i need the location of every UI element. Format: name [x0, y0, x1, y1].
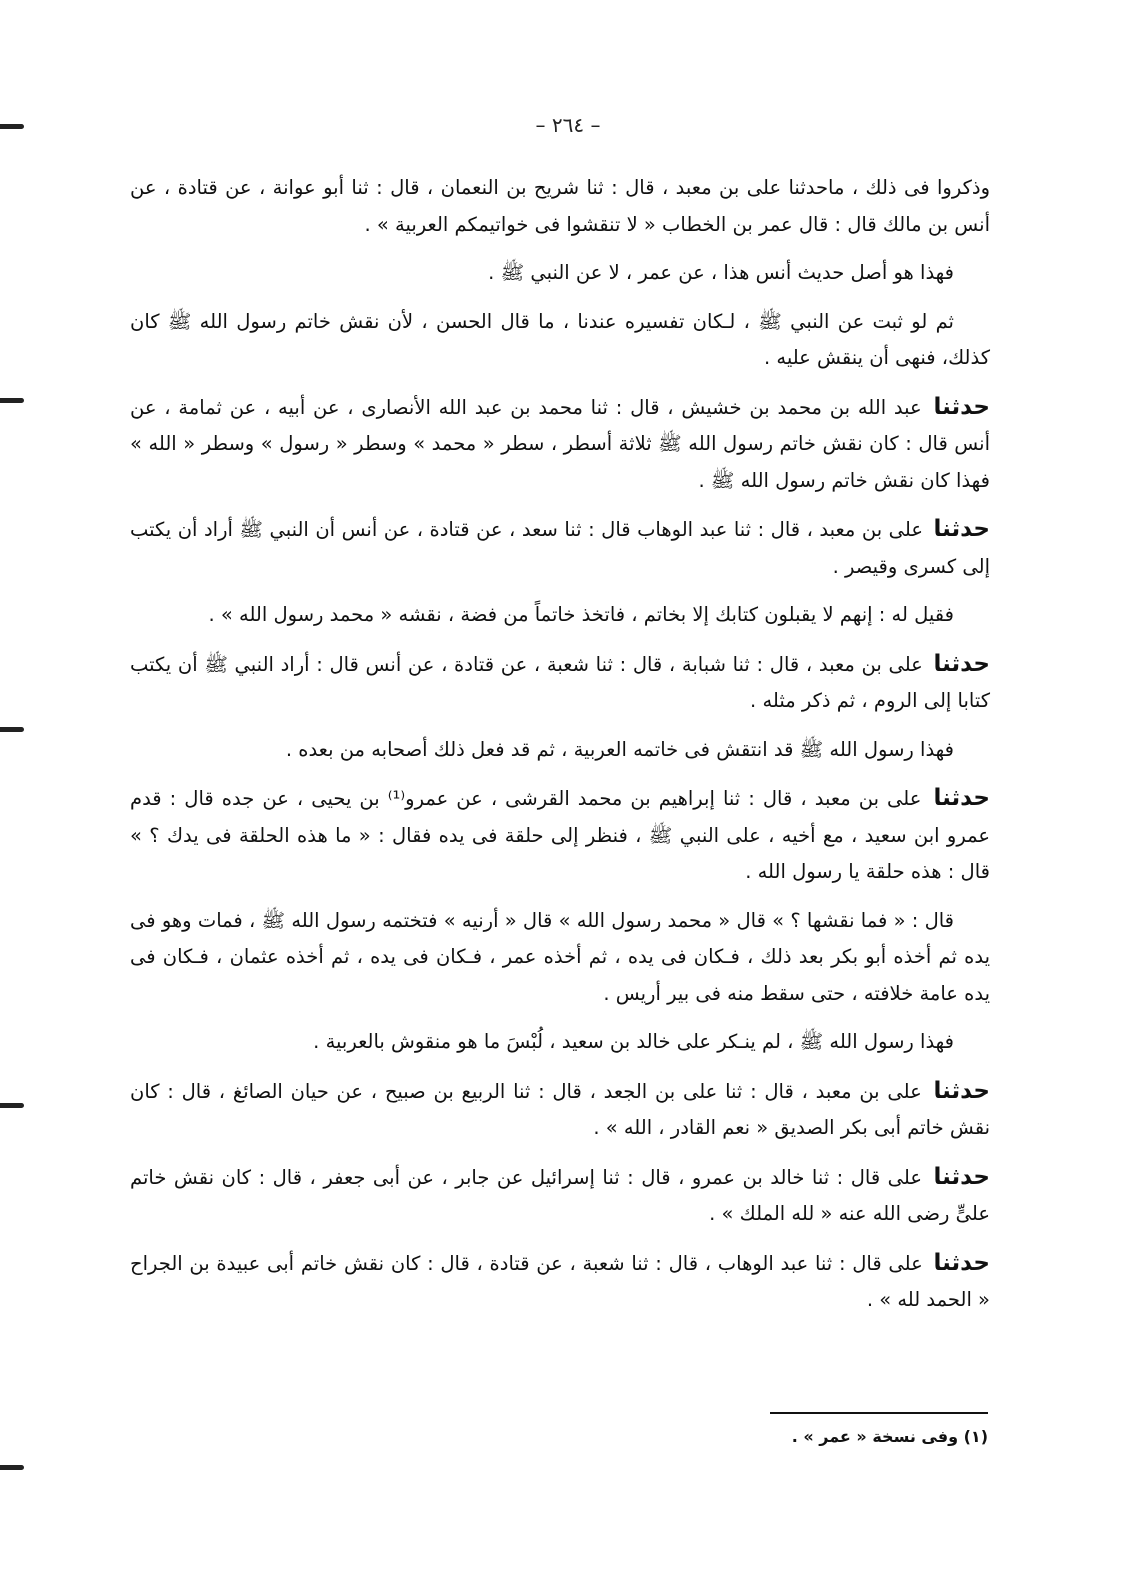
paragraph-text: على قال : ثنا عبد الوهاب ، قال : ثنا شعبة ، عن قتادة ، قال : كان نقش خاتم أبى عبيدة بن الجراح « الحمد لله » . — [130, 1251, 990, 1311]
paragraph — [130, 389, 990, 500]
main-text — [130, 170, 990, 1331]
paragraph-text: فهذا هو أصل حديث أنس هذا ، عن عمر ، لا عن النبي ﷺ . — [488, 261, 954, 284]
paragraph-lead-word: حدثنا — [933, 1077, 990, 1104]
paragraph-lead-word: حدثنا — [933, 1163, 991, 1190]
paragraph — [130, 732, 990, 769]
paragraph-text: فقيل له : إنهم لا يقبلون كتابك إلا بخاتم ، فاتخذ خاتماً من فضة ، نقشه « محمد رسول الله » . — [208, 603, 954, 626]
footnote: (١) وفى نسخة « عمر » . — [791, 1427, 988, 1446]
paragraph — [130, 597, 990, 634]
paragraph-text: على بن معبد ، قال : ثنا إبراهيم بن محمد القرشى ، عن عمرو⁽¹⁾ بن يحيى ، عن جده قال : قدم عمرو ابن سعيد ، مع أخيه ، على النبي ﷺ ، فنظر إلى حلقة فى يده فقال : « ما هذه الحلقة فى يدك ؟ » قال : هذه حلقة يا رسول الله . — [130, 787, 990, 883]
paragraph — [130, 304, 990, 377]
paragraph — [130, 255, 990, 292]
paragraph-lead-word: حدثنا — [933, 650, 991, 677]
paragraph — [130, 170, 990, 243]
paragraph-text: عبد الله بن محمد بن خشيش ، قال : ثنا محمد بن عبد الله الأنصارى ، عن أبيه ، عن ثمامة ، عن أنس قال : كان نقش خاتم رسول الله ﷺ ثلاثة أسطر ، سطر « محمد » وسطر « رسول » وسطر « الله » فهذا كان نقش خاتم رسول الله ﷺ . — [130, 395, 990, 492]
paragraph-text: قال : « فما نقشها ؟ » قال « محمد رسول الله » قال « أرنيه » فتختمه رسول الله ﷺ ، فمات وهو فى يده ثم أخذه أبو بكر بعد ذلك ، فـكان فى يده ، ثم أخذه عمر ، فـكان فى يده ، ثم أخذه عثمان ، فـكان فى يده عامة خلافته ، حتى سقط منه فى بير أريس . — [130, 908, 990, 1005]
scan-edge-mark — [0, 727, 24, 732]
paragraph — [130, 903, 990, 1013]
paragraph-text: على قال : ثنا خالد بن عمرو ، قال : ثنا إسرائيل عن جابر ، عن أبى جعفر ، قال : كان نقش خاتم علىٍّ رضى الله عنه « لله الملك » . — [130, 1165, 990, 1225]
paragraph-text: فهذا رسول الله ﷺ ، لم ينـكر على خالد بن سعيد ، لُبْسَ ما هو منقوش بالعربية . — [313, 1030, 954, 1053]
paragraph-lead-word: حدثنا — [933, 785, 990, 811]
paragraph — [130, 511, 990, 585]
paragraph-text: فهذا رسول الله ﷺ قد انتقش فى خاتمه العربية ، ثم قد فعل ذلك أصحابه من بعده . — [285, 737, 954, 761]
paragraph — [130, 1159, 990, 1233]
paragraph — [130, 780, 990, 891]
page-number: – ٢٦٤ – — [535, 113, 601, 137]
scan-edge-mark — [0, 1103, 24, 1108]
paragraph — [130, 1073, 990, 1147]
paragraph-text: على بن معبد ، قال : ثنا على بن الجعد ، قال : ثنا الربيع بن صبيح ، عن حيان الصائغ ، قال : كان نقش خاتم أبى بكر الصديق « نعم القادر ، الله » . — [130, 1079, 990, 1139]
footnote-divider — [770, 1412, 988, 1414]
paragraph — [130, 1245, 990, 1319]
paragraph-text: وذكروا فى ذلك ، ماحدثنا على بن معبد ، قال : ثنا شريح بن النعمان ، قال : ثنا أبو عوانة ، عن قتادة ، عن أنس بن مالك قال : قال عمر بن الخطاب « لا تنقشوا فى خواتيمكم العربية » . — [130, 176, 990, 236]
paragraph — [130, 646, 990, 720]
scan-edge-mark — [0, 1465, 24, 1470]
paragraph-text: على بن معبد ، قال : ثنا شبابة ، قال : ثنا شعبة ، عن قتادة ، عن أنس قال : أراد النبي ﷺ أن يكتب كتابا إلى الروم ، ثم ذكر مثله . — [130, 652, 990, 712]
paragraph-text: ثم لو ثبت عن النبي ﷺ ، لـكان تفسيره عندنا ، ما قال الحسن ، لأن نقش خاتم رسول الله ﷺ كان كذلك، فنهى أن ينقش عليه . — [130, 309, 990, 369]
paragraph-text: على بن معبد ، قال : ثنا عبد الوهاب قال : ثنا سعد ، عن قتادة ، عن أنس أن النبي ﷺ أراد أن يكتب إلى كسرى وقيصر . — [130, 518, 990, 578]
scan-edge-mark — [0, 398, 24, 403]
paragraph — [130, 1024, 990, 1061]
paragraph-lead-word: حدثنا — [933, 1249, 991, 1276]
paragraph-lead-word: حدثنا — [933, 393, 990, 420]
paragraph-lead-word: حدثنا — [933, 516, 990, 542]
